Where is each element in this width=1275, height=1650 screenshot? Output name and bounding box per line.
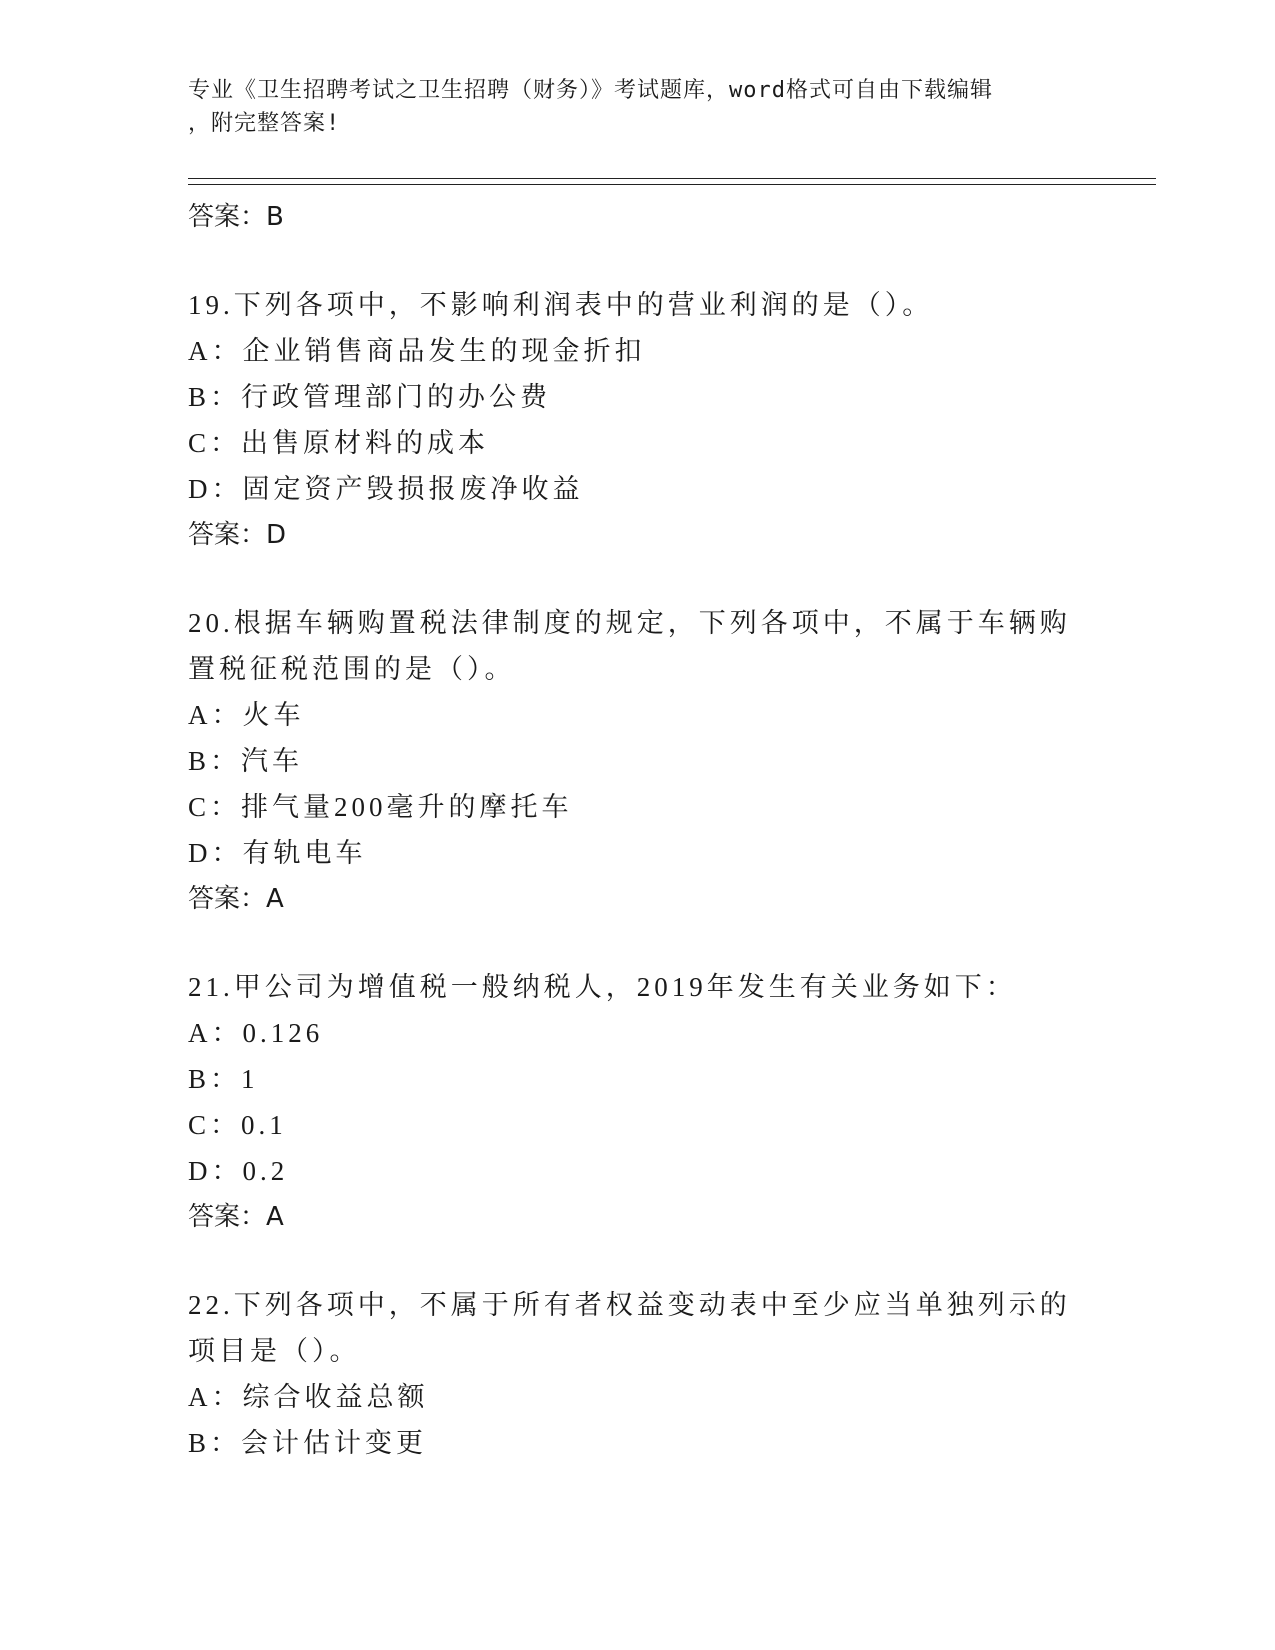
question-answer: 答案：A — [188, 1202, 284, 1232]
option-c: C：0.1 — [188, 1110, 287, 1140]
question-stem: 20.根据车辆购置税法律制度的规定，下列各项中，不属于车辆购置税征税范围的是（）。 — [188, 608, 1071, 684]
option-a: A：0.126 — [188, 1018, 324, 1048]
header-divider-bottom — [188, 184, 1156, 185]
option-a: A：火车 — [188, 700, 305, 730]
question-list — [188, 190, 1088, 1466]
option-a: A：企业销售商品发生的现金折扣 — [188, 336, 646, 366]
question-21 — [188, 964, 1088, 1240]
header-divider-top — [188, 178, 1156, 179]
header-line-1: 专业《卫生招聘考试之卫生招聘（财务）》考试题库，word格式可自由下载编辑 — [188, 78, 993, 103]
option-d: D：有轨电车 — [188, 838, 367, 868]
option-b: B：会计估计变更 — [188, 1428, 428, 1458]
question-19 — [188, 282, 1088, 558]
question-stem: 19.下列各项中，不影响利润表中的营业利润的是（）。 — [188, 290, 934, 320]
question-answer: 答案：D — [188, 520, 287, 550]
option-b: B：汽车 — [188, 746, 304, 776]
option-b: B：1 — [188, 1064, 259, 1094]
option-d: D：固定资产毁损报废净收益 — [188, 474, 584, 504]
document-header-note — [188, 74, 1068, 140]
question-stem: 22.下列各项中，不属于所有者权益变动表中至少应当单独列示的项目是（）。 — [188, 1290, 1071, 1366]
question-answer: 答案：A — [188, 884, 284, 914]
option-d: D：0.2 — [188, 1156, 289, 1186]
option-c: C：排气量200毫升的摩托车 — [188, 792, 573, 822]
option-a: A：综合收益总额 — [188, 1382, 429, 1412]
question-stem: 21.甲公司为增值税一般纳税人，2019年发生有关业务如下： — [188, 972, 1017, 1002]
question-20 — [188, 600, 1088, 922]
previous-answer: 答案：B — [188, 202, 284, 232]
header-line-2: ，附完整答案! — [188, 111, 341, 136]
question-22 — [188, 1282, 1088, 1466]
option-c: C：出售原材料的成本 — [188, 428, 490, 458]
option-b: B：行政管理部门的办公费 — [188, 382, 552, 412]
